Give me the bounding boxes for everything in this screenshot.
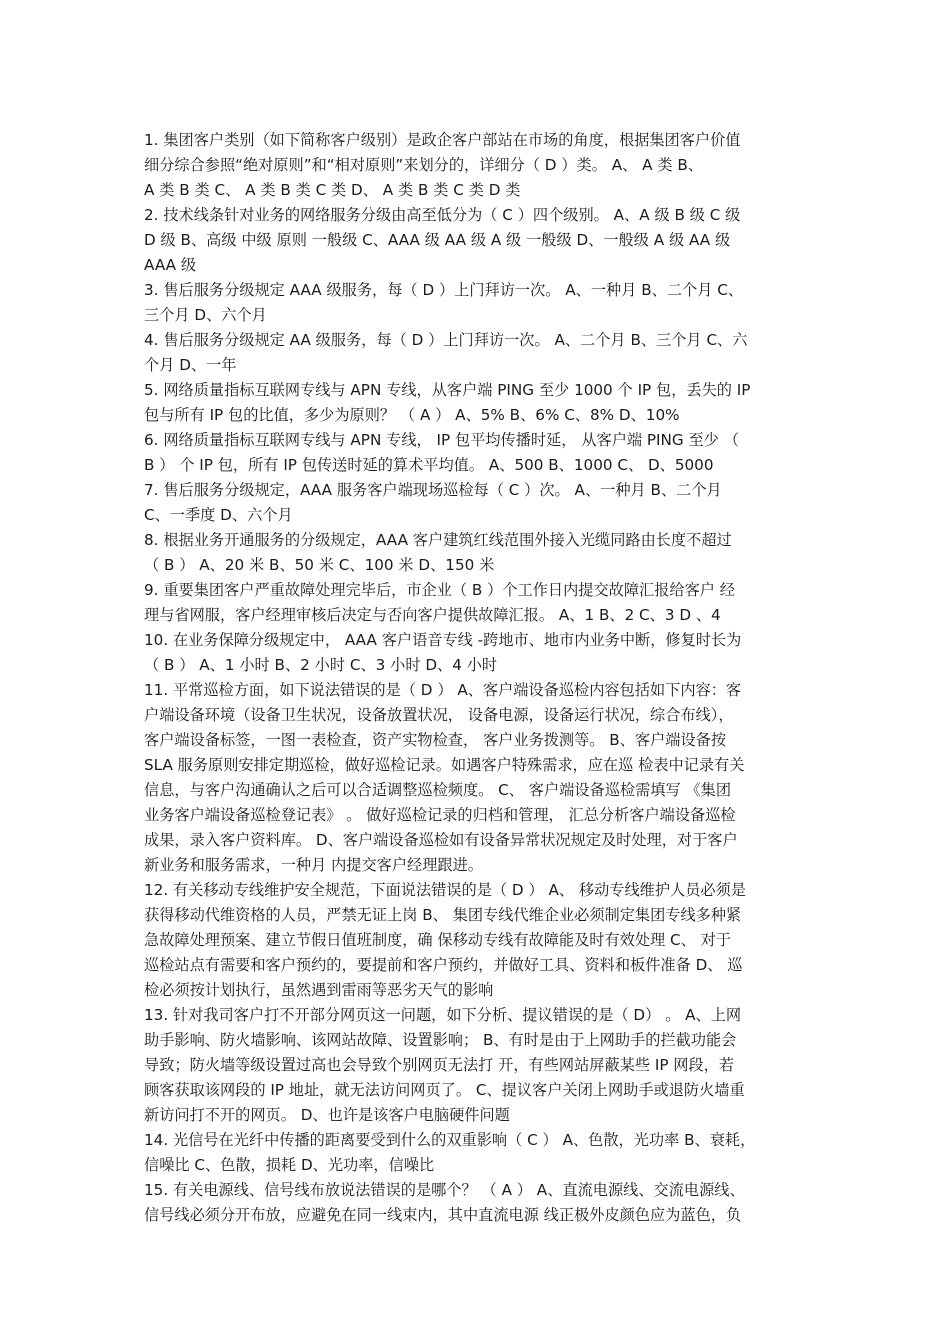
document-body <box>144 128 812 1228</box>
text-line: （ B ） A、20 米 B、50 米 C、100 米 D、150 米 <box>144 556 495 574</box>
text-line: 9. 重要集团客户严重故障处理完毕后，市企业（ B ）个工作日内提交故障汇报给客户 经 <box>144 581 735 599</box>
text-line: C、一季度 D、六个月 <box>144 506 293 524</box>
text-line: 新访问打不开的网页。 D、也许是该客户电脑硬件问题 <box>144 1106 510 1124</box>
text-line: 业务客户端设备巡检登记表》 。 做好巡检记录的归档和管理， 汇总分析客户端设备巡检 <box>144 806 736 824</box>
text-line: D 级 B、高级 中级 原则 一般级 C、AAA 级 AA 级 A 级 一般级 D、一般级 A 级 AA 级 <box>144 231 731 249</box>
text-line: 细分综合参照“绝对原则”和“相对原则”来划分的，详细分（ D ）类。 A、 A 类 B、 <box>144 156 703 174</box>
text-line: 信息，与客户沟通确认之后可以合适调整巡检频度。 C、 客户端设备巡检需填写 《集团 <box>144 781 732 799</box>
text-line: 10. 在业务保障分级规定中， AAA 客户语音专线 -跨地市、地市内业务中断，修复时长为 <box>144 631 742 649</box>
text-line: SLA 服务原则安排定期巡检，做好巡检记录。如遇客户特殊需求，应在巡 检表中记录有关 <box>144 756 745 774</box>
text-line: （ B ） A、1 小时 B、2 小时 C、3 小时 D、4 小时 <box>144 656 498 674</box>
text-line: AAA 级 <box>144 256 197 274</box>
text-line: 急故障处理预案、建立节假日值班制度，确 保移动专线有故障能及时有效处理 C、 对于 <box>144 931 732 949</box>
text-line: 三个月 D、六个月 <box>144 306 267 324</box>
text-line: 8. 根据业务开通服务的分级规定，AAA 客户建筑红线范围外接入光缆同路由长度不超过 <box>144 531 732 549</box>
text-line: 助手影响、防火墙影响、该网站故障、设置影响； B、有时是由于上网助手的拦截功能会 <box>144 1031 737 1049</box>
text-line: 6. 网络质量指标互联网专线与 APN 专线， IP 包平均传播时延， 从客户端 PING 至少 （ <box>144 431 739 449</box>
text-line: 理与省网服，客户经理审核后决定与否向客户提供故障汇报。 A、1 B、2 C、3 D 、4 <box>144 606 721 624</box>
text-line: 1. 集团客户类别（如下简称客户级别）是政企客户部站在市场的角度，根据集团客户价值 <box>144 131 741 149</box>
text-line: 信噪比 C、色散，损耗 D、光功率，信噪比 <box>144 1156 435 1174</box>
text-line: 11. 平常巡检方面，如下说法错误的是（ D ） A、客户端设备巡检内容包括如下内容：客 <box>144 681 742 699</box>
text-line: 顾客获取该网段的 IP 地址，就无法访问网页了。 C、提议客户关闭上网助手或退防火墙重 <box>144 1081 745 1099</box>
text-line: 客户端设备标签，一图一表检查，资产实物检查， 客户业务拨测等。 B、客户端设备按 <box>144 731 727 749</box>
text-line: 导致；防火墙等级设置过高也会导致个别网页无法打 开，有些网站屏蔽某些 IP 网段，若 <box>144 1056 735 1074</box>
text-line: 巡检站点有需要和客户预约的，要提前和客户预约，并做好工具、资料和板件准备 D、 巡 <box>144 956 743 974</box>
text-line: 3. 售后服务分级规定 AAA 级服务，每（ D ）上门拜访一次。 A、一种月 B、二个月 C、 <box>144 281 744 299</box>
text-line: 包与所有 IP 包的比值，多少为原则？ （ A ） A、5% B、6% C、8% D、10% <box>144 406 680 424</box>
text-line: 14. 光信号在光纤中传播的距离要受到什么的双重影响（ C ） A、色散，光功率 B、衰耗， <box>144 1131 756 1149</box>
text-line: 新业务和服务需求，一种月 内提交客户经理跟进。 <box>144 856 483 874</box>
text-line: 5. 网络质量指标互联网专线与 APN 专线，从客户端 PING 至少 1000 个 IP 包，丢失的 IP <box>144 381 751 399</box>
text-line: 7. 售后服务分级规定，AAA 服务客户端现场巡检每（ C ）次。 A、一种月 B、二个月 <box>144 481 722 499</box>
text-line: 成果，录入客户资料库。 D、客户端设备巡检如有设备异常状况规定及时处理，对于客户 <box>144 831 738 849</box>
text-line: A 类 B 类 C、 A 类 B 类 C 类 D、 A 类 B 类 C 类 D 类 <box>144 181 521 199</box>
text-line: 检必须按计划执行，虽然遇到雷雨等恶劣天气的影响 <box>144 981 494 999</box>
text-line: 个月 D、一年 <box>144 356 237 374</box>
text-line: 2. 技术线条针对业务的网络服务分级由高至低分为（ C ）四个级别。 A、A 级 B 级 C 级 <box>144 206 741 224</box>
text-line: 户端设备环境（设备卫生状况，设备放置状况， 设备电源，设备运行状况，综合布线）， <box>144 706 734 724</box>
text-line: B ） 个 IP 包，所有 IP 包传送时延的算术平均值。 A、500 B、1000 C、 D、5000 <box>144 456 714 474</box>
text-line: 12. 有关移动专线维护安全规范，下面说法错误的是（ D ） A、 移动专线维护人员必须是 <box>144 881 746 899</box>
text-line: 获得移动代维资格的人员，严禁无证上岗 B、 集团专线代维企业必须制定集团专线多种紧 <box>144 906 742 924</box>
text-line: 4. 售后服务分级规定 AA 级服务，每（ D ）上门拜访一次。 A、二个月 B、三个月 C、六 <box>144 331 748 349</box>
text-line: 15. 有关电源线、信号线布放说法错误的是哪个？ （ A ） A、直流电源线、交流电源线、 <box>144 1181 745 1199</box>
text-line: 13. 针对我司客户打不开部分网页这一问题，如下分析、提议错误的是（ D） 。 A、上网 <box>144 1006 742 1024</box>
text-line: 信号线必须分开布放，应避免在同一线束内，其中直流电源 线正极外皮颜色应为蓝色，负 <box>144 1206 742 1224</box>
